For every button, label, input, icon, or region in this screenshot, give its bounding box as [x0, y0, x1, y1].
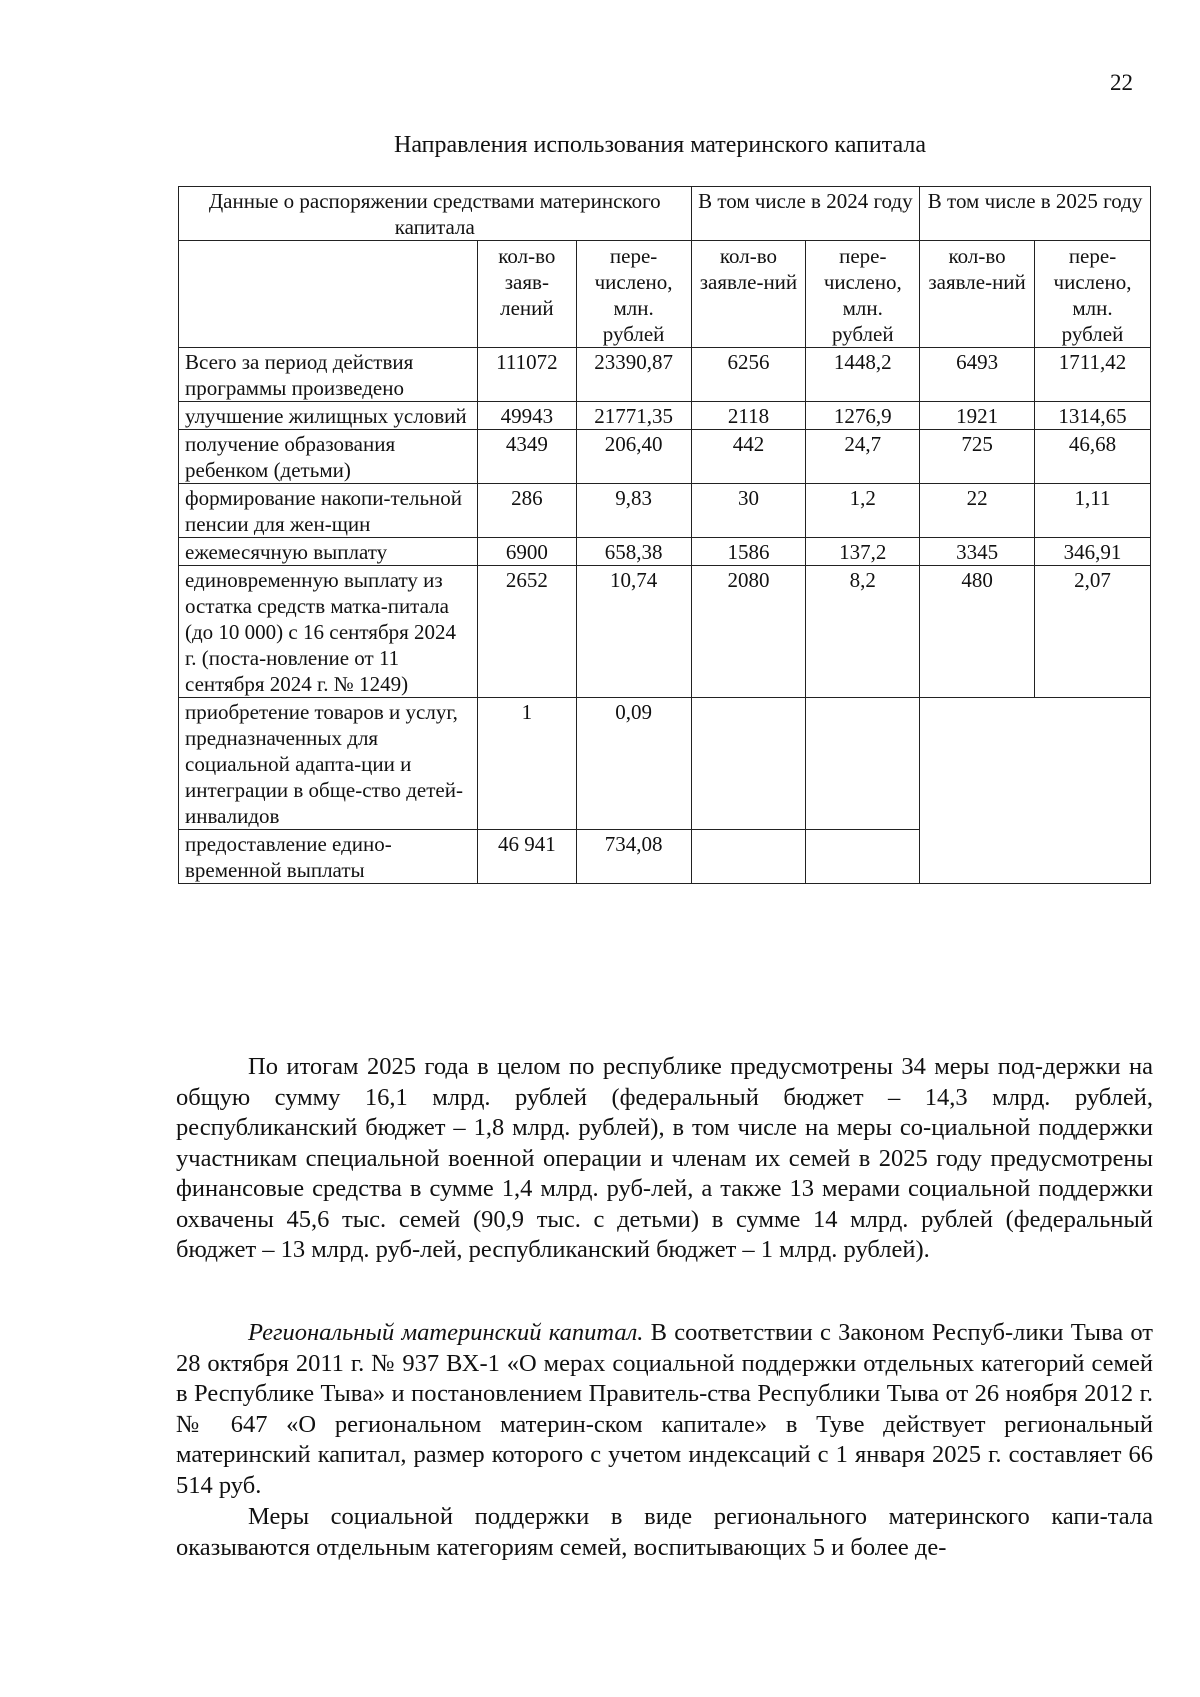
row-label: ежемесячную выплату — [179, 538, 478, 566]
cell-sum-2024: 137,2 — [806, 538, 920, 566]
cell-count: 4349 — [478, 430, 577, 484]
cell-count-2024: 6256 — [691, 348, 806, 402]
cell-count-2025: 480 — [920, 566, 1035, 698]
row-label: Всего за период действия программы произведено — [179, 348, 478, 402]
row-label: улучшение жилищных условий — [179, 402, 478, 430]
cell-count: 6900 — [478, 538, 577, 566]
cell-sum-2025: 1711,42 — [1035, 348, 1151, 402]
paragraph-text: Меры социальной поддержки в виде регионального материнского капи-тала оказываются отдельным категориям семей, воспитывающих 5 и более де- — [176, 1503, 1153, 1561]
cell-sum: 23390,87 — [576, 348, 691, 402]
cell-count-2025: 725 — [920, 430, 1035, 484]
italic-heading: Региональный материнский капитал. — [248, 1319, 644, 1346]
cell-sum-2025: 1314,65 — [1035, 402, 1151, 430]
paragraph-text — [176, 1318, 1153, 1501]
table-title: Направления использования материнского капитала — [393, 132, 927, 158]
cell-sum-2024 — [806, 698, 920, 830]
cell-sum: 9,83 — [576, 484, 691, 538]
cell-count-2025: 22 — [920, 484, 1035, 538]
cell-sum-2024 — [806, 830, 920, 884]
row-label: приобретение товаров и услуг, предназначенных для социальной адапта-ции и интеграции в обще-ство детей-инвалидов — [179, 698, 478, 830]
table-row — [179, 698, 1151, 830]
cell-count: 1 — [478, 698, 577, 830]
table-header-row — [179, 187, 1151, 241]
cell-sum: 10,74 — [576, 566, 691, 698]
row-label: единовременную выплату из остатка средств матка-питала (до 10 000) с 16 сентября 2024 г. (поста-новление от 11 сентября 2024 г. № 1249) — [179, 566, 478, 698]
cell-sum-2024: 1276,9 — [806, 402, 920, 430]
merged-empty-cell-2025 — [920, 698, 1151, 884]
cell-count: 2652 — [478, 566, 577, 698]
cell-count-2024: 30 — [691, 484, 806, 538]
header-count-2024: кол-во заявле-ний — [691, 241, 806, 348]
cell-sum-2025: 46,68 — [1035, 430, 1151, 484]
cell-sum-2024: 24,7 — [806, 430, 920, 484]
body-paragraph-3 — [176, 1502, 1153, 1563]
cell-sum: 206,40 — [576, 430, 691, 484]
header-group-2025: В том числе в 2025 году — [920, 187, 1151, 241]
row-label: формирование накопи-тельной пенсии для жен-щин — [179, 484, 478, 538]
cell-sum-2024: 1448,2 — [806, 348, 920, 402]
cell-count-2024: 2080 — [691, 566, 806, 698]
table-subheader-row — [179, 241, 1151, 348]
table-row — [179, 538, 1151, 566]
cell-sum: 734,08 — [576, 830, 691, 884]
table-row — [179, 402, 1151, 430]
cell-count: 49943 — [478, 402, 577, 430]
header-sum-2024: пере-числено, млн. рублей — [806, 241, 920, 348]
cell-count-2025: 1921 — [920, 402, 1035, 430]
table-row — [179, 566, 1151, 698]
cell-count-2025: 3345 — [920, 538, 1035, 566]
cell-count-2024: 2118 — [691, 402, 806, 430]
body-paragraph-1 — [176, 1052, 1153, 1266]
header-count: кол-во заяв-лений — [478, 241, 577, 348]
cell-sum: 658,38 — [576, 538, 691, 566]
cell-sum-2025: 1,11 — [1035, 484, 1151, 538]
header-count-2025: кол-во заявле-ний — [920, 241, 1035, 348]
cell-count: 111072 — [478, 348, 577, 402]
body-paragraph-2 — [176, 1318, 1153, 1501]
header-sum-2025: пере-числено, млн. рублей — [1035, 241, 1151, 348]
cell-sum-2025: 346,91 — [1035, 538, 1151, 566]
header-label-empty — [179, 241, 478, 348]
table-row — [179, 430, 1151, 484]
cell-sum: 21771,35 — [576, 402, 691, 430]
cell-sum: 0,09 — [576, 698, 691, 830]
cell-count: 286 — [478, 484, 577, 538]
paragraph-text-rest: В соответствии с Законом Респуб-лики Тыва от 28 октября 2011 г. № 937 ВХ-1 «О мерах социальной поддержки отдельных категорий семей в Республике Тыва» и постановлением Правитель-ства Республики Тыва от 26 ноября 2012 г. № 647 «О региональном материн-ском капитале» в Туве действует региональный материнский капитал, размер которого с учетом индексаций с 1 января 2025 г. составляет 66 514 руб. — [176, 1319, 1153, 1499]
cell-sum-2024: 8,2 — [806, 566, 920, 698]
header-sum: пере-числено, млн. рублей — [576, 241, 691, 348]
cell-sum-2024: 1,2 — [806, 484, 920, 538]
cell-count: 46 941 — [478, 830, 577, 884]
cell-sum-2025: 2,07 — [1035, 566, 1151, 698]
maternity-capital-table — [178, 186, 1151, 884]
row-label: предоставление едино-временной выплаты — [179, 830, 478, 884]
page-number: 22 — [1110, 70, 1133, 95]
cell-count-2024: 442 — [691, 430, 806, 484]
cell-count-2024 — [691, 698, 806, 830]
header-group-2024: В том числе в 2024 году — [691, 187, 920, 241]
row-label: получение образования ребенком (детьми) — [179, 430, 478, 484]
paragraph-text: По итогам 2025 года в целом по республике предусмотрены 34 меры под-держки на общую сумму 16,1 млрд. рублей (федеральный бюджет – 14,3 млрд. рублей, республиканский бюджет – 1,8 млрд. рублей), в том числе на меры со-циальной поддержки участникам специальной военной операции и членам их семей в 2025 году предусмотрены финансовые средства в сумме 1,4 млрд. руб-лей, а также 13 мерами социальной поддержки охвачены 45,6 тыс. семей (90,9 тыс. с детьми) в сумме 14 млрд. рублей (федеральный бюджет – 13 млрд. руб-лей, республиканский бюджет – 1 млрд. рублей). — [176, 1053, 1153, 1263]
table-row — [179, 484, 1151, 538]
cell-count-2025: 6493 — [920, 348, 1035, 402]
cell-count-2024 — [691, 830, 806, 884]
table-row — [179, 348, 1151, 402]
cell-count-2024: 1586 — [691, 538, 806, 566]
header-group-main: Данные о распоряжении средствами материнского капитала — [179, 187, 692, 241]
